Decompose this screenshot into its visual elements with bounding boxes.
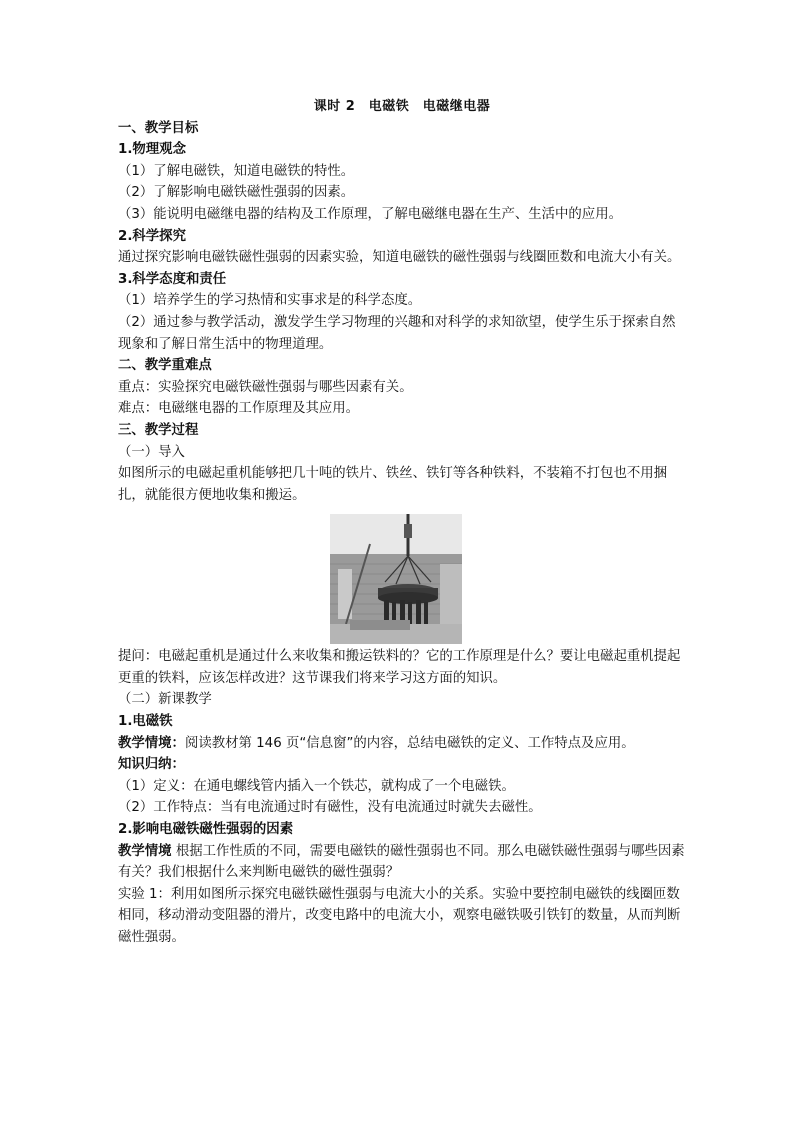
list-item: （1）定义：在通电螺线管内插入一个铁芯，就构成了一个电磁铁。 bbox=[118, 778, 515, 794]
question-paragraph: 提问：电磁起重机是通过什么来收集和搬运铁料的？它的工作原理是什么？要让电磁起重机提起更重的铁料，应该怎样改进？这节课我们将来学习这方面的知识。 bbox=[118, 649, 681, 686]
paragraph bbox=[118, 884, 686, 949]
situation-text: 阅读教材第 146 页“信息窗”的内容，总结电磁铁的定义、工作特点及应用。 bbox=[184, 735, 635, 751]
subheading-intro: （一）导入 bbox=[118, 444, 185, 460]
subheading-new-lesson: （二）新课教学 bbox=[118, 692, 212, 708]
section-heading-key-points: 二、教学重难点 bbox=[118, 358, 212, 374]
subheading-factors: 2.影响电磁铁磁性强弱的因素 bbox=[118, 822, 294, 838]
page-title: 课时 2 电磁铁 电磁继电器 bbox=[313, 99, 491, 114]
document-page bbox=[118, 96, 686, 949]
situation-text: 根据工作性质的不同，需要电磁铁的磁性强弱也不同。那么电磁铁磁性强弱与哪些因素有关？我们根据什么来判断电磁铁的磁性强弱？ bbox=[118, 843, 685, 881]
subheading-science-inquiry: 2.科学探究 bbox=[118, 228, 186, 244]
list-item: （3）能说明电磁继电器的结构及工作原理，了解电磁继电器在生产、生活中的应用。 bbox=[118, 206, 622, 222]
list-item: （2）工作特点：当有电流通过时有磁性，没有电流通过时就失去磁性。 bbox=[118, 800, 542, 816]
section-heading-process: 三、教学过程 bbox=[118, 422, 199, 438]
list-item: （1）了解电磁铁，知道电磁铁的特性。 bbox=[118, 163, 355, 179]
list-item: （2）了解影响电磁铁磁性强弱的因素。 bbox=[118, 185, 355, 201]
electromagnetic-crane-photo bbox=[330, 514, 462, 644]
experiment-text: 利用如图所示探究电磁铁磁性强弱与电流大小的关系。实验中要控制电磁铁的线圈匝数相同，移动滑动变阻器的滑片，改变电路中的电流大小，观察电磁铁吸引铁钉的数量，从而判断磁性强弱。 bbox=[118, 886, 681, 945]
paragraph: 如图所示的电磁起重机能够把几十吨的铁片、铁丝、铁钉等各种铁料，不装箱不打包也不用捆扎，就能很方便地收集和搬运。 bbox=[118, 466, 668, 503]
subheading-attitude: 3.科学态度和责任 bbox=[118, 271, 227, 287]
list-item: （2）通过参与教学活动，激发学生学习物理的兴趣和对科学的求知欲望，使学生乐于探索自然现象和了解日常生活中的物理道理。 bbox=[118, 314, 676, 352]
subheading-electromagnet: 1.电磁铁 bbox=[118, 714, 173, 730]
section-heading-objectives: 一、教学目标 bbox=[118, 120, 199, 136]
experiment-label: 实验 1： bbox=[118, 886, 171, 902]
list-item: （1）培养学生的学习热情和实事求是的科学态度。 bbox=[118, 293, 422, 309]
subheading-physics-concept: 1.物理观念 bbox=[118, 142, 186, 158]
difficult-point: 难点：电磁继电器的工作原理及其应用。 bbox=[118, 401, 360, 417]
paragraph bbox=[118, 841, 686, 884]
situation-label: 教学情境 bbox=[118, 843, 172, 859]
paragraph bbox=[118, 733, 686, 755]
key-point: 重点：实验探究电磁铁磁性强弱与哪些因素有关。 bbox=[118, 379, 413, 395]
situation-label: 教学情境： bbox=[118, 735, 185, 751]
knowledge-label: 知识归纳： bbox=[118, 757, 185, 773]
paragraph: 通过探究影响电磁铁磁性强弱的因素实验，知道电磁铁的磁性强弱与线圈匝数和电流大小有关。 bbox=[118, 250, 681, 266]
